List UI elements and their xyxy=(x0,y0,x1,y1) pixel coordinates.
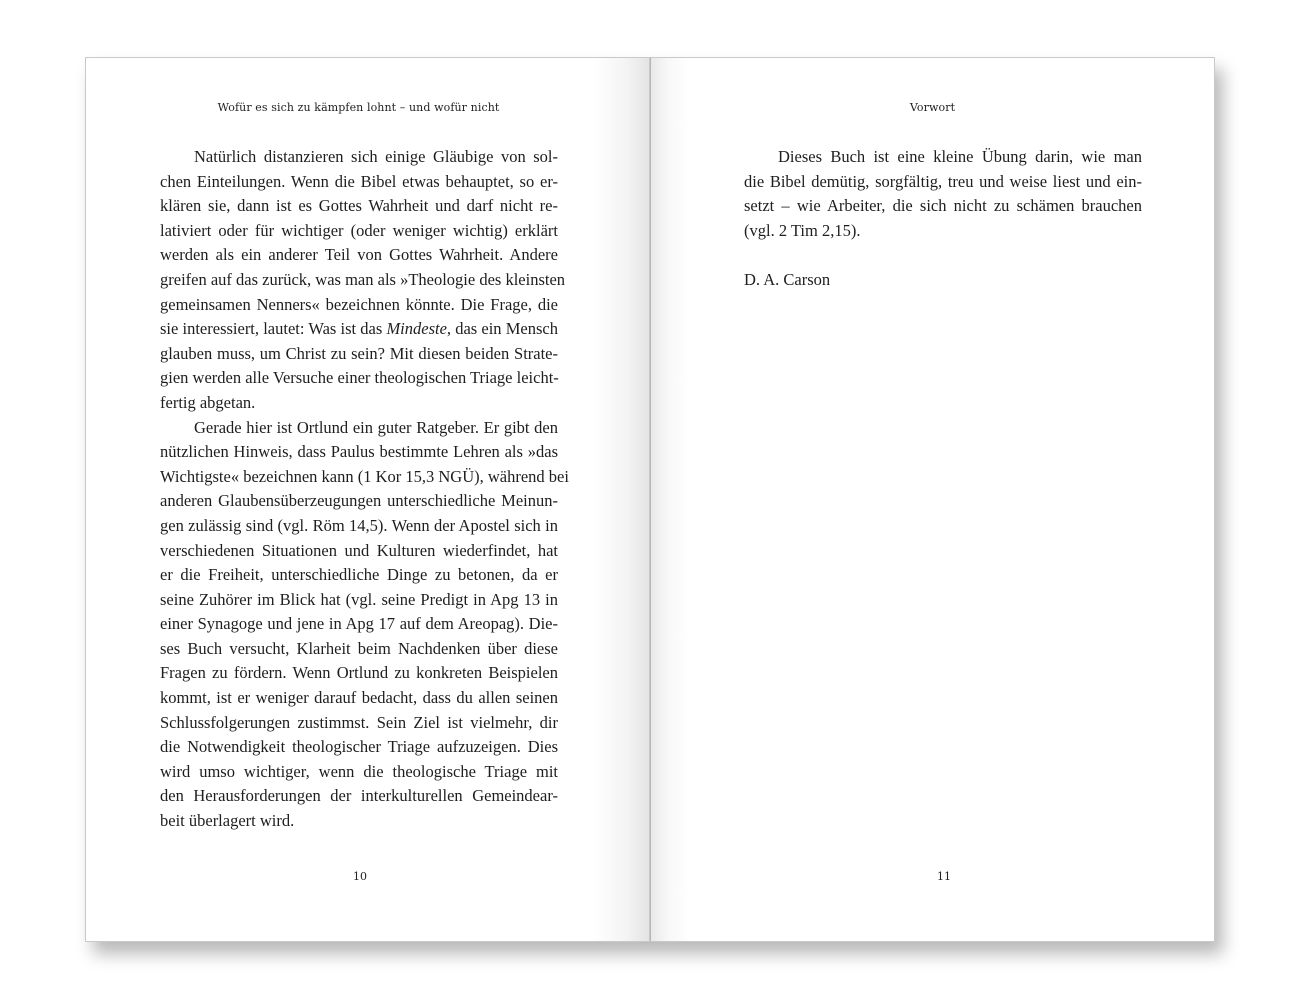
text-line: er die Freiheit, unterschiedliche Dinge zu betonen, da er xyxy=(160,565,558,585)
text-line: greifen auf das zurück, was man als »Theologie des kleinsten xyxy=(160,269,566,289)
text-line: Schlussfolgerungen zustimmst. Sein Ziel ist vielmehr, dir xyxy=(160,712,558,732)
text-line: klären sie, dann ist es Gottes Wahrheit und darf nicht re- xyxy=(160,196,558,216)
text-line: chen Einteilungen. Wenn die Bibel etwas behauptet, so er- xyxy=(160,171,558,191)
text-line: (vgl. 2 Tim 2,15). xyxy=(744,220,861,240)
text-line: Natürlich distanzieren sich einige Gläubige von sol- xyxy=(194,147,558,166)
left-page-body xyxy=(160,145,569,834)
text-line: die Notwendigkeit theologischer Triage aufzuzeigen. Dies xyxy=(160,737,558,757)
text-line: Fragen zu fördern. Wenn Ortlund zu konkreten Beispielen xyxy=(160,663,558,683)
text-line: Gerade hier ist Ortlund ein guter Ratgeber. Er gibt den xyxy=(194,417,558,437)
text-line: seine Zuhörer im Blick hat (vgl. seine Predigt in Apg 13 in xyxy=(160,589,558,609)
text-line: wird umso wichtiger, wenn die theologische Triage mit xyxy=(160,761,558,781)
left-page xyxy=(85,57,650,942)
emphasis: Mindeste xyxy=(386,319,447,339)
right-page xyxy=(650,57,1215,942)
author-signature: D. A. Carson xyxy=(744,269,831,289)
book-spread xyxy=(85,57,1215,942)
text-line: sie interessiert, lautet: Was ist das Mindeste, das ein Mensch xyxy=(160,319,558,339)
text-line: gemeinsamen Nenners« bezeichnen könnte. Die Frage, die xyxy=(160,294,558,314)
text-line: Dieses Buch ist eine kleine Übung darin, wie man xyxy=(778,147,1142,166)
text-line: den Herausforderungen der interkulturellen Gemeindear- xyxy=(160,786,558,806)
text-line: fertig abgetan. xyxy=(160,392,256,412)
text-line: kommt, ist er weniger darauf bedacht, dass du allen seinen xyxy=(160,688,558,708)
page-number-right: 11 xyxy=(937,870,951,883)
text-line: glauben muss, um Christ zu sein? Mit diesen beiden Strate- xyxy=(160,343,558,363)
page-number-left: 10 xyxy=(353,870,367,883)
text-line: setzt – wie Arbeiter, die sich nicht zu schämen brauchen xyxy=(744,196,1142,216)
text-line: lativiert oder für wichtiger (oder weniger wichtig) erklärt xyxy=(160,220,558,240)
text-line: verschiedenen Situationen und Kulturen wiederfindet, hat xyxy=(160,540,558,560)
running-head-left: Wofür es sich zu kämpfen lohnt – und wofür nicht xyxy=(217,101,500,114)
text-line: gien werden alle Versuche einer theologischen Triage leicht- xyxy=(160,368,559,388)
text-line: gen zulässig sind (vgl. Röm 14,5). Wenn der Apostel sich in xyxy=(160,515,558,535)
text-line: nützlichen Hinweis, dass Paulus bestimmte Lehren als »das xyxy=(160,442,558,462)
text-line: beit überlagert wird. xyxy=(160,811,295,831)
text-line: Wichtigste« bezeichnen kann (1 Kor 15,3 NGÜ), während bei xyxy=(160,466,569,486)
right-page-body xyxy=(744,145,1142,293)
text-line: die Bibel demütig, sorgfältig, treu und weise liest und ein- xyxy=(744,171,1142,191)
text-line: werden als ein anderer Teil von Gottes Wahrheit. Andere xyxy=(160,245,558,265)
text-line: ses Buch versucht, Klarheit beim Nachdenken über diese xyxy=(160,638,558,658)
text-line: anderen Glaubensüberzeugungen unterschiedliche Meinun- xyxy=(160,491,558,511)
running-head-right: Vorwort xyxy=(909,101,956,114)
paragraph-gap xyxy=(744,243,1142,268)
text-line: einer Synagoge und jene in Apg 17 auf dem Areopag). Die- xyxy=(160,614,558,634)
